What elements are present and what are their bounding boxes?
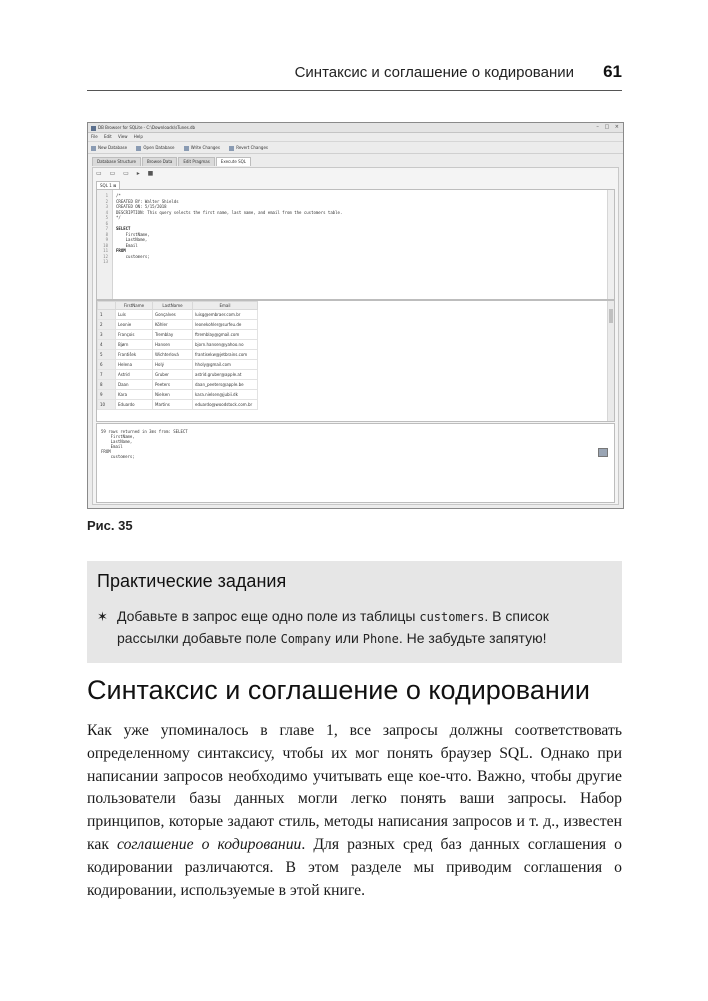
term-coding-convention: соглашение о кодировании	[117, 835, 302, 853]
sql-editor-tab[interactable]: SQL 1 ⊠	[96, 181, 120, 189]
table-row[interactable]	[98, 310, 258, 320]
table-cell[interactable]: Bjørn	[116, 340, 153, 350]
code-company: Company	[280, 632, 332, 646]
body-paragraph: Как уже упоминалось в главе 1, все запросы должны соответствовать определенному синтаксису, чтобы их мог понять браузер SQL. Однако при написании запросов необходимо учитывать еще кое-что. Важно, чтобы другие пользователи базы данных могли легко понять ваши запросы. Набор принципов, которые задают стиль, методы написания запросов и т. д., известен как соглашение о кодировании. Для разных сред баз данных соглашения о кодировании различаются. В этом разделе мы приводим соглашения о кодировании, используемые в этой книге.	[87, 722, 623, 899]
code-line: */	[116, 215, 121, 220]
table-row[interactable]	[98, 400, 258, 410]
line-number: 8	[105, 231, 108, 237]
row-number[interactable]: 10	[98, 400, 116, 410]
table-cell[interactable]: leonekohler@surfeu.de	[193, 320, 258, 330]
table-cell[interactable]: Martins	[153, 400, 193, 410]
new-database-icon	[91, 146, 96, 151]
table-cell[interactable]: François	[116, 330, 153, 340]
table-cell[interactable]: eduardo@woodstock.com.br	[193, 400, 258, 410]
table-cell[interactable]: Hansen	[153, 340, 193, 350]
table-cell[interactable]: Kara	[116, 390, 153, 400]
table-cell[interactable]: kara.nielsen@jubii.dk	[193, 390, 258, 400]
new-database-button[interactable]: New Database	[91, 142, 127, 153]
line-number: 6	[105, 220, 108, 226]
practice-item-text: Добавьте в запрос еще одно поле из таблицы customers. В список рассылки добавьте поле Company или Phone. Не забудьте запятую!	[117, 608, 549, 646]
figure-caption: Рис. 35	[87, 518, 133, 533]
app-icon	[91, 126, 96, 131]
row-number[interactable]: 7	[98, 370, 116, 380]
table-row[interactable]	[98, 380, 258, 390]
open-database-button[interactable]: Open Database	[136, 142, 174, 153]
table-cell[interactable]: Daan	[116, 380, 153, 390]
code-line: CREATED ON: 5/15/2018	[116, 204, 167, 209]
table-row[interactable]	[98, 390, 258, 400]
table-row[interactable]	[98, 330, 258, 340]
practice-item	[97, 606, 612, 650]
table-cell[interactable]: Holý	[153, 360, 193, 370]
row-number[interactable]: 8	[98, 380, 116, 390]
editor-scrollbar[interactable]	[607, 190, 614, 299]
results-table	[97, 301, 258, 410]
message-line: FROM	[101, 449, 111, 454]
table-cell[interactable]: Leonie	[116, 320, 153, 330]
code-line: CREATED BY: Walter Shields	[116, 198, 179, 204]
table-cell[interactable]: Nielsen	[153, 390, 193, 400]
row-number[interactable]: 2	[98, 320, 116, 330]
code-phone: Phone	[362, 632, 399, 646]
sql-editor[interactable]	[96, 189, 615, 300]
running-title: Синтаксис и соглашение о кодировании	[294, 64, 574, 81]
clear-messages-icon[interactable]	[598, 448, 608, 457]
revert-changes-icon	[229, 146, 234, 151]
code-line: FirstName,	[116, 231, 150, 237]
line-number: 13	[103, 259, 108, 264]
table-row[interactable]	[98, 370, 258, 380]
table-cell[interactable]: frantisekw@jetbrains.com	[193, 350, 258, 360]
practice-title: Практические задания	[97, 571, 287, 591]
row-number[interactable]: 1	[98, 310, 116, 320]
table-cell[interactable]: Gruber	[153, 370, 193, 380]
table-row[interactable]	[98, 320, 258, 330]
results-scroll-thumb[interactable]	[609, 309, 613, 323]
window-controls[interactable]: – □ ×	[596, 124, 621, 130]
code-line: Email	[116, 242, 138, 248]
section-heading: Синтаксис и соглашение о кодировании	[87, 675, 590, 705]
table-cell[interactable]: Köhler	[153, 320, 193, 330]
row-number[interactable]: 9	[98, 390, 116, 400]
running-header	[87, 60, 622, 91]
table-cell[interactable]: Tremblay	[153, 330, 193, 340]
row-number[interactable]: 3	[98, 330, 116, 340]
code-line: SELECT	[116, 226, 131, 231]
tab-database-structure[interactable]: Database Structure	[92, 157, 141, 166]
column-header[interactable]: LastName	[153, 302, 193, 310]
line-number: 10	[103, 242, 108, 248]
menu-help[interactable]: Help	[133, 134, 143, 139]
table-cell[interactable]: Luís	[116, 310, 153, 320]
code-line: LastName,	[116, 237, 148, 242]
sql-toolbar[interactable]: ▭ ▭ ▭ ▸ ■	[96, 170, 157, 177]
code-line: customers;	[116, 253, 150, 259]
row-number[interactable]: 4	[98, 340, 116, 350]
table-cell[interactable]: Gonçalves	[153, 310, 193, 320]
line-number: 3	[105, 204, 108, 209]
row-number[interactable]: 6	[98, 360, 116, 370]
message-line: Email	[101, 444, 123, 449]
table-cell[interactable]: Eduardo	[116, 400, 153, 410]
table-cell[interactable]: František	[116, 350, 153, 360]
code-line: FROM	[116, 248, 126, 253]
messages-pane	[96, 423, 615, 503]
column-header[interactable]: Email	[193, 302, 258, 310]
table-cell[interactable]: Helena	[116, 360, 153, 370]
line-number: 1	[105, 193, 108, 198]
column-header[interactable]: FirstName	[116, 302, 153, 310]
menu-bar	[88, 133, 623, 142]
main-tabs	[88, 157, 623, 166]
menu-file[interactable]: File	[91, 134, 98, 139]
table-cell[interactable]: hholy@gmail.com	[193, 360, 258, 370]
results-grid	[96, 300, 615, 422]
line-number: 12	[103, 253, 108, 259]
write-changes-button[interactable]: Write Changes	[184, 142, 220, 153]
execute-sql-panel	[92, 167, 619, 505]
table-row[interactable]	[98, 350, 258, 360]
line-number: 5	[105, 215, 108, 220]
tab-browse-data[interactable]: Browse Data	[142, 157, 177, 166]
open-database-icon	[136, 146, 141, 151]
line-number: 2	[105, 198, 108, 204]
table-cell[interactable]: luisg@embraer.com.br	[193, 310, 258, 320]
message-line: FirstName,	[101, 434, 135, 439]
message-line: 59 rows returned in 3ms from: SELECT	[101, 429, 188, 434]
table-row[interactable]	[98, 340, 258, 350]
table-cell[interactable]: Astrid	[116, 370, 153, 380]
table-cell[interactable]: astrid.gruber@apple.at	[193, 370, 258, 380]
line-number: 4	[105, 209, 108, 215]
page-number: 61	[603, 62, 622, 81]
window-titlebar	[88, 123, 623, 133]
revert-changes-button[interactable]: Revert Changes	[229, 142, 268, 153]
line-number: 9	[105, 237, 108, 242]
column-header[interactable]	[98, 302, 116, 310]
code-customers: customers	[419, 610, 485, 624]
write-changes-icon	[184, 146, 189, 151]
table-row[interactable]	[98, 360, 258, 370]
star-bullet-icon: ✶	[97, 609, 108, 624]
code-line: /*	[116, 193, 121, 198]
tab-execute-sql[interactable]: Execute SQL	[216, 157, 251, 166]
message-line: customers;	[101, 454, 135, 459]
db-browser-screenshot	[87, 122, 624, 509]
code-line: DESCRIPTION: This query selects the first name, last name, and email from the customers table.	[116, 209, 343, 215]
line-number: 11	[103, 248, 108, 253]
message-line: LastName,	[101, 439, 133, 444]
main-toolbar	[88, 142, 623, 154]
table-cell[interactable]: ftremblay@gmail.com	[193, 330, 258, 340]
line-number: 7	[105, 226, 108, 231]
menu-view[interactable]: View	[118, 134, 128, 139]
menu-edit[interactable]: Edit	[103, 134, 112, 139]
table-cell[interactable]: Wichterlová	[153, 350, 193, 360]
row-number[interactable]: 5	[98, 350, 116, 360]
practice-box	[87, 561, 622, 663]
tab-edit-pragmas[interactable]: Edit Pragmas	[178, 157, 214, 166]
table-cell[interactable]: bjorn.hansen@yahoo.no	[193, 340, 258, 350]
window-title: DB Browser for SQLite - C:\Downloads\sTunes.db	[98, 125, 196, 130]
table-cell[interactable]: Peeters	[153, 380, 193, 390]
table-cell[interactable]: daan_peeters@apple.be	[193, 380, 258, 390]
